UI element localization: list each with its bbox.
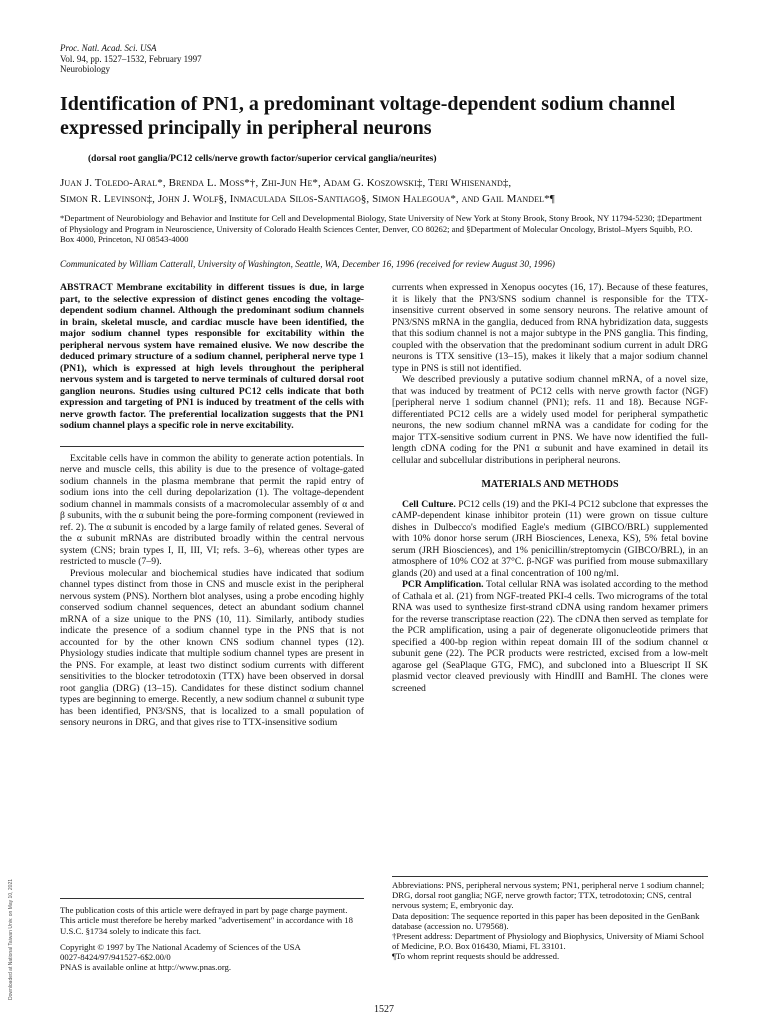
author-list xyxy=(60,176,708,207)
communicated-by: Communicated by William Catterall, University of Washington, Seattle, WA, December 16, 1996 (received for review August 30, 1996) xyxy=(60,259,555,269)
intro-paragraph: Previous molecular and biochemical studies have indicated that sodium channel types distinct from those in CNS and muscle exist in the peripheral nervous system (PNS). Northern blot analyses, using a probe encoding highly conserved sodium channel sequences, detect an abundant sodium channel mRNA of a size unique to the PNS (10, 11). Similarly, antibody studies indicate the presence of a sodium channel type in the PNS that is not accounted for by the other known CNS sodium channel types (12). Physiology studies indicate that multiple sodium channel types are present in the PNS. For example, at least two distinct sodium currents with different sensitivities to the blocker tetrodotoxin (TTX) have been observed in dorsal root ganglia (DRG) (13–15). Candidates for these distinct sodium channel types are beginning to emerge. Recently, a new sodium channel α subunit type has been identified, PN3/SNS, that is localized to a small population of sensory neurons in DRG, and that gives rise to TTX-insensitive sodium xyxy=(60,567,364,728)
abstract-divider xyxy=(60,446,364,447)
affiliations: *Department of Neurobiology and Behavior and Institute for Cell and Developmental Biology, State University of New York at Stony Brook, Stony Brook, NY 11794-5230; ‡Department of Physiology and Program in Neuroscience, University of Colorado Health Sciences Center, Denver, CO 80262; and §Department of Molecular Oncology, Bristol–Myers Squibb, P.O. Box 4000, Princeton, NJ 08543-4000 xyxy=(60,213,702,244)
data-deposition: Data deposition: The sequence reported in this paper has been deposited in the GenBank database (accession no. U79568). xyxy=(392,910,700,931)
body-paragraph: We described previously a putative sodium channel mRNA, of a novel size, that was induced by treatment of PC12 cells with nerve growth factor (NGF) [peripheral nerve 1 sodium channel (PN1); refs. 11 and 18). Because NGF-differentiated PC12 cells are a widely used model for peripheral sympathetic neurons, the new sodium channel mRNA was a candidate for coding for the major TTX-sensitive sodium current in PNS. We have now identified the full-length cDNA coding for the PN1 α subunit and have examined in detail its cellular and subcellular distributions in peripheral neurons. xyxy=(392,374,708,466)
issn: 0027-8424/97/941527-6$2.00/0 xyxy=(60,952,171,963)
present-address: †Present address: Department of Physiology and Biophysics, University of Miami School of Medicine, P.O. Box 016430, Miami, FL 33101. xyxy=(392,931,704,952)
run-in-heading: Cell Culture. xyxy=(402,498,456,510)
run-in-heading: PCR Amplification. xyxy=(402,579,484,590)
footnote-divider xyxy=(392,876,708,877)
keywords: (dorsal root ganglia/PC12 cells/nerve growth factor/superior cervical ganglia/neurites) xyxy=(88,154,437,164)
paragraph-text: PC12 cells (19) and the PKI-4 PC12 subclone that expresses the cAMP-dependent kinase inhibitor protein (11) were grown on tissue culture dishes in Dulbecco's modified Eagle's medium (GIBCO/BRL) supplemented with 10% donor horse serum (JRH Biosciences, Lenexa, KS), 5% fetal bovine serum (JRH Biosciences), and 1% penicillin/streptomycin (GIBCO/BRL), in an atmosphere of 10% CO2 at 37°C. β-NGF was purified from mouse submaxillary glands (20) and used at a final concentration of 100 ng/ml. xyxy=(392,498,708,579)
journal-name: Proc. Natl. Acad. Sci. USA xyxy=(60,43,157,53)
publication-footnote xyxy=(60,905,364,973)
left-column xyxy=(60,282,364,729)
abbreviations: Abbreviations: PNS, peripheral nervous system; PN1, peripheral nerve 1 sodium channel; DRG, dorsal root ganglia; NGF, nerve growth factor; TTX, tetrodotoxin; CNS, central nervous system; E, embryonic day. xyxy=(392,880,705,911)
paragraph-text: Total cellular RNA was isolated according to the method of Cathala et al. (21) from NGF-treated PKI-4 cells. Two micrograms of the total RNA was used to synthesize first-strand cDNA using random hexamer primers for the reverse transcriptase reaction (22). The cDNA then served as template for the PCR amplification, using a pair of degenerate oligonucleotide primers that specified a 400-bp region within repeat domain III of the sodium channel α subunit gene (22). The PCR products were restricted, excised from a low-melt agarose gel (SeaPlaque GTG, FMC), and subcloned into a Bluescript II SK plasmid vector cleaved previously with HindIII and BamHI. The clones were screened xyxy=(392,579,709,694)
body-paragraph: currents when expressed in Xenopus oocytes (16, 17). Because of these features, it is likely that the PN3/SNS sodium channel is responsible for the TTX-insensitive current observed in some sensory neurons. The relative amount of PN3/SNS mRNA in the ganglia, deduced from RNA hybridization data, suggests that this sodium channel is not a major subtype in the PNS ganglia. This finding, coupled with the observation that the predominant sodium current in adult DRG neurons is TTX sensitive (13–15), makes it likely that a major sodium channel type in PNS is still not identified. xyxy=(392,282,708,374)
download-stamp: Downloaded at National Taiwan Univ. on May 10, 2021 xyxy=(8,878,14,1000)
abstract: ABSTRACT Membrane excitability in different tissues is due, in large part, to the selective expression of distinct genes encoding the voltage-dependent sodium channel. Although the predominant sodium channels in brain, skeletal muscle, and cardiac muscle have been identified, the major sodium channel types responsible for excitability within the peripheral nervous system have remained elusive. We now describe the deduced primary structure of a sodium channel, peripheral nerve type 1 (PN1), which is expressed at high levels throughout the peripheral nervous system and is targeted to nerve terminals of cultured dorsal root ganglion neurons. Studies using cultured PC12 cells indicate that both expression and targeting of PN1 is induced by treatment of the cells with nerve growth factor. The preferential localization suggests that the PN1 sodium channel plays a specific role in nerve excitability. xyxy=(60,282,364,431)
authors-line-1: Juan J. Toledo-Aral*, Brenda L. Moss*†, Zhi-Jun He*, Adam G. Koszowski‡, Teri Whisenand‡, xyxy=(60,177,512,189)
reprint-note: ¶To whom reprint requests should be addressed. xyxy=(392,951,560,962)
charge-note: The publication costs of this article were defrayed in part by page charge payment. This article must therefore be hereby marked "advertisement" in accordance with 18 U.S.C. §1734 solely to indicate this fact. xyxy=(60,905,353,936)
page-number: 1527 xyxy=(374,1004,394,1015)
article-title: Identification of PN1, a predominant voltage-dependent sodium channel expressed principally in peripheral neurons xyxy=(60,93,676,139)
right-column xyxy=(392,282,708,694)
journal-header xyxy=(60,43,202,75)
abbreviations-footnote xyxy=(392,880,708,962)
paper-page xyxy=(60,0,708,1024)
footnote-divider xyxy=(60,898,364,899)
online-note: PNAS is available online at http://www.pnas.org. xyxy=(60,962,232,973)
methods-paragraph-pcr xyxy=(392,579,708,694)
methods-heading: MATERIALS AND METHODS xyxy=(481,479,619,490)
methods-paragraph-cell-culture xyxy=(392,499,708,580)
intro-paragraph: Excitable cells have in common the ability to generate action potentials. In nerve and muscle cells, this ability is due to the presence of voltage-gated sodium channels in the plasma membrane that permit the rapid entry of sodium ions into the cell during depolarization (1). The voltage-dependent sodium channel in mammals consists of a macromolecular assembly of α and β subunits, with the α subunit being the pore-forming component (reviewed in ref. 2). The α subunit is encoded by a large family of related genes. Several of the α subunit mRNAs are distributed broadly within the central nervous system (CNS; brain types I, II, III, VI; refs. 3–6), whereas other types are restricted to muscle (7–9). xyxy=(60,452,364,567)
journal-section: Neurobiology xyxy=(60,64,110,74)
copyright: Copyright © 1997 by The National Academy of Sciences of the USA xyxy=(60,941,301,952)
journal-volume: Vol. 94, pp. 1527–1532, February 1997 xyxy=(60,53,202,64)
authors-line-2: Simon R. Levinson‡, John J. Wolf§, Inmaculada Silos-Santiago§, Simon Halegoua*, and Gail Mandel*¶ xyxy=(60,192,555,205)
